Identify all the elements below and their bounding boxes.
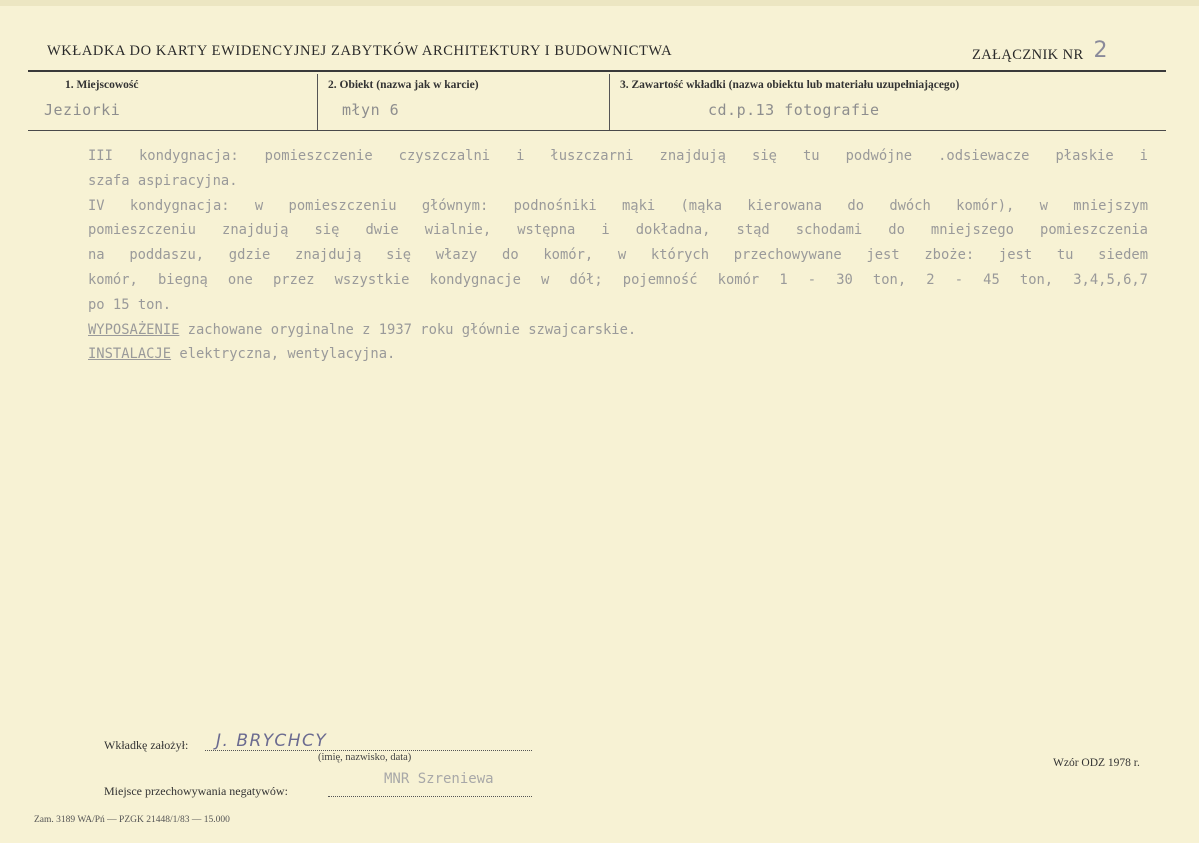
description-line: na poddaszu, gdzie znajdują się włazy do komór, w których przechowywane jest zboże: jest tu siedem xyxy=(88,247,1148,264)
locality-label: 1. Miejscowość xyxy=(65,79,139,91)
equipment-heading: WYPOSAŻENIE xyxy=(88,321,180,338)
object-label: 2. Obiekt (nazwa jak w karcie) xyxy=(328,79,479,91)
negatives-line xyxy=(328,796,532,797)
description-line: szafa aspiracyjna. xyxy=(88,172,238,189)
description-line: po 15 ton. xyxy=(88,296,172,313)
description-line: komór, biegną one przez wszystkie kondygnacje w dół; pojemność komór 1 - 30 ton, 2 - 45 ton, 3,4,5,6,7 xyxy=(88,271,1148,288)
installations-line xyxy=(88,342,1148,367)
negatives-label: Miejsce przechowywania negatywów: xyxy=(104,784,288,798)
annex-number: 2 xyxy=(1093,38,1108,63)
created-by-label: Wkładkę założył: xyxy=(104,738,189,752)
signature: J. BRYCHCY xyxy=(216,731,328,751)
description-text xyxy=(88,144,1148,367)
object-value: młyn 6 xyxy=(342,101,400,119)
created-by-caption: (imię, nazwisko, data) xyxy=(318,752,412,763)
installations-heading: INSTALACJE xyxy=(88,346,172,363)
annex-label-text: ZAŁĄCZNIK NR xyxy=(972,47,1084,63)
form-model: Wzór ODZ 1978 r. xyxy=(1053,757,1140,769)
contents-label: 3. Zawartość wkładki (nazwa obiektu lub materiału uzupełniającego) xyxy=(620,79,960,91)
description-line: pomieszczeniu znajdują się dwie wialnie, wstępna i dokładna, stąd schodami do mniejszego pomieszczenia xyxy=(88,222,1148,239)
form-title: WKŁADKA DO KARTY EWIDENCYJNEJ ZABYTKÓW ARCHITEKTURY I BUDOWNICTWA xyxy=(47,43,673,59)
contents-value: cd.p.13 fotografie xyxy=(708,101,880,119)
print-note: Zam. 3189 WA/Pń — PZGK 21448/1/83 — 15.000 xyxy=(34,815,230,825)
installations-text: elektryczna, wentylacyjna. xyxy=(171,346,396,363)
column-divider xyxy=(609,74,610,130)
equipment-line xyxy=(88,318,1148,343)
annex-label xyxy=(972,40,1108,65)
description-line: IV kondygnacja: w pomieszczeniu głównym: podnośniki mąki (mąka kierowana do dwóch komór), w mniejszym xyxy=(88,197,1148,214)
columns-rule xyxy=(28,130,1166,131)
header-rule xyxy=(28,70,1166,72)
column-divider xyxy=(317,74,318,130)
locality-value: Jeziorki xyxy=(44,101,121,119)
negatives-value: MNR Szreniewa xyxy=(384,771,494,787)
paper-edge xyxy=(0,0,1199,6)
equipment-text: zachowane oryginalne z 1937 roku głównie szwajcarskie. xyxy=(179,321,637,338)
description-line: III kondygnacja: pomieszczenie czyszczalni i łuszczarni znajdują się tu podwójne .odsiewacze płaskie i xyxy=(88,148,1148,164)
